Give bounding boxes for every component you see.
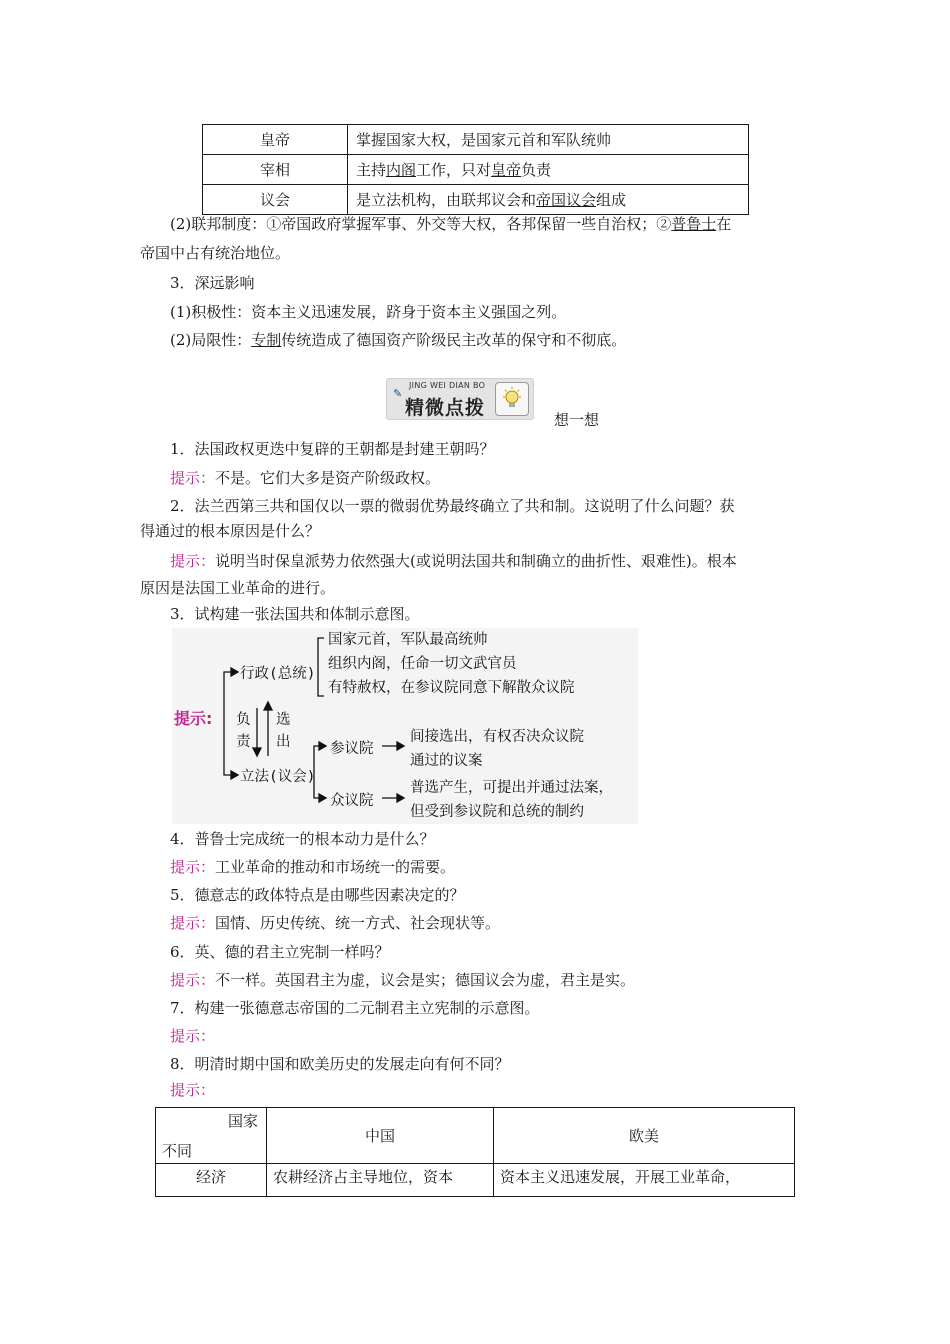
answer-2-cont: 原因是法国工业革命的进行。 xyxy=(140,579,336,597)
question-3: 3．试构建一张法国共和体制示意图。 xyxy=(170,605,420,623)
table-cell: 皇帝 xyxy=(203,125,348,155)
diagram-executive: 行政(总统) xyxy=(240,666,316,682)
republic-diagram xyxy=(172,628,638,824)
paragraph-federal: (2)联邦制度：①帝国政府掌握军事、外交等大权，各邦保留一些自治权；②普鲁士在 xyxy=(170,215,732,233)
table-header-west: 欧美 xyxy=(494,1108,795,1164)
table-header-row xyxy=(156,1108,795,1164)
diagram-senate-item: 间接选出，有权否决众议院 xyxy=(410,729,584,745)
diagram-house-item: 但受到参议院和总统的制约 xyxy=(410,804,584,820)
question-1: 1．法国政权更迭中复辟的王朝都是封建王朝吗？ xyxy=(170,440,495,458)
table-cell: 经济 xyxy=(156,1164,267,1197)
table-cell: 资本主义迅速发展，开展工业革命， xyxy=(494,1164,795,1197)
question-8: 8．明清时期中国和欧美历史的发展走向有何不同？ xyxy=(170,1055,510,1073)
answer-6: 提示：不一样。英国君主为虚，议会是实；德国议会为虚，君主是实。 xyxy=(170,971,636,989)
question-2-cont: 得通过的根本原因是什么？ xyxy=(140,522,321,540)
question-6: 6．英、德的君主立宪制一样吗？ xyxy=(170,943,390,961)
question-7: 7．构建一张德意志帝国的二元制君主立宪制的示意图。 xyxy=(170,999,540,1017)
diagram-responsible-label: 负 xyxy=(236,712,251,728)
answer-8: 提示： xyxy=(170,1081,216,1099)
question-4: 4．普鲁士完成统一的根本动力是什么？ xyxy=(170,830,435,848)
government-structure-table xyxy=(202,124,749,215)
diagram-hint-label: 提示: xyxy=(174,709,213,728)
answer-5: 提示：国情、历史传统、统一方式、社会现状等。 xyxy=(170,914,501,932)
table-cell: 议会 xyxy=(203,185,348,215)
table-row xyxy=(203,185,749,215)
diagram-exec-item: 组织内阁，任命一切文武官员 xyxy=(328,656,517,672)
answer-1: 提示：不是。它们大多是资产阶级政权。 xyxy=(170,469,441,487)
diagram-elect-label: 出 xyxy=(276,734,291,750)
answer-2: 提示：说明当时保皇派势力依然强大(或说明法国共和制确立的曲折性、艰难性)。根本 xyxy=(170,552,737,570)
table-corner-cell xyxy=(156,1108,267,1164)
paragraph-limitation: (2)局限性：专制传统造成了德国资产阶级民主改革的保守和不彻底。 xyxy=(170,331,627,349)
diagram-house-item: 普选产生，可提出并通过法案， xyxy=(410,780,613,796)
diagram-house: 众议院 xyxy=(330,793,374,809)
table-row xyxy=(203,155,749,185)
table-cell: 农耕经济占主导地位，资本 xyxy=(267,1164,494,1197)
paragraph-federal-cont: 帝国中占有统治地位。 xyxy=(140,244,291,262)
diagram-senate: 参议院 xyxy=(330,741,374,757)
badge-caption: 想一想 xyxy=(554,411,600,429)
table-header-china: 中国 xyxy=(267,1108,494,1164)
section-badge xyxy=(386,378,534,420)
lightbulb-icon xyxy=(495,382,529,416)
swirl-icon: ✎ xyxy=(393,387,403,400)
answer-4: 提示：工业革命的推动和市场统一的需要。 xyxy=(170,858,456,876)
badge-title: 精微点拨 xyxy=(405,397,486,419)
diagram-elect-label: 选 xyxy=(276,712,291,728)
table-cell: 主持内阁工作，只对皇帝负责 xyxy=(348,155,749,185)
diagram-responsible-label: 责 xyxy=(236,734,251,750)
table-cell: 掌握国家大权，是国家元首和军队统帅 xyxy=(348,125,749,155)
answer-7: 提示： xyxy=(170,1027,216,1045)
table-row xyxy=(156,1164,795,1197)
question-2: 2．法兰西第三共和国仅以一票的微弱优势最终确立了共和制。这说明了什么问题？获 xyxy=(170,497,735,515)
table-cell: 是立法机构，由联邦议会和帝国议会组成 xyxy=(348,185,749,215)
diagram-senate-item: 通过的议案 xyxy=(410,753,483,769)
corner-top-label: 国家 xyxy=(227,1112,258,1130)
diagram-exec-item: 国家元首，军队最高统帅 xyxy=(328,632,488,648)
diagram-exec-item: 有特赦权，在参议院同意下解散众议院 xyxy=(328,680,575,696)
badge-pinyin: JING WEI DIAN BO xyxy=(409,381,486,390)
question-5: 5．德意志的政体特点是由哪些因素决定的？ xyxy=(170,886,465,904)
corner-bottom-label: 不同 xyxy=(162,1142,193,1160)
diagram-legislature: 立法(议会) xyxy=(240,769,316,785)
table-row xyxy=(203,125,749,155)
table-cell: 宰相 xyxy=(203,155,348,185)
paragraph-positive: (1)积极性：资本主义迅速发展，跻身于资本主义强国之列。 xyxy=(170,303,567,321)
comparison-table xyxy=(155,1107,795,1197)
section-heading: 3．深远影响 xyxy=(170,274,255,292)
